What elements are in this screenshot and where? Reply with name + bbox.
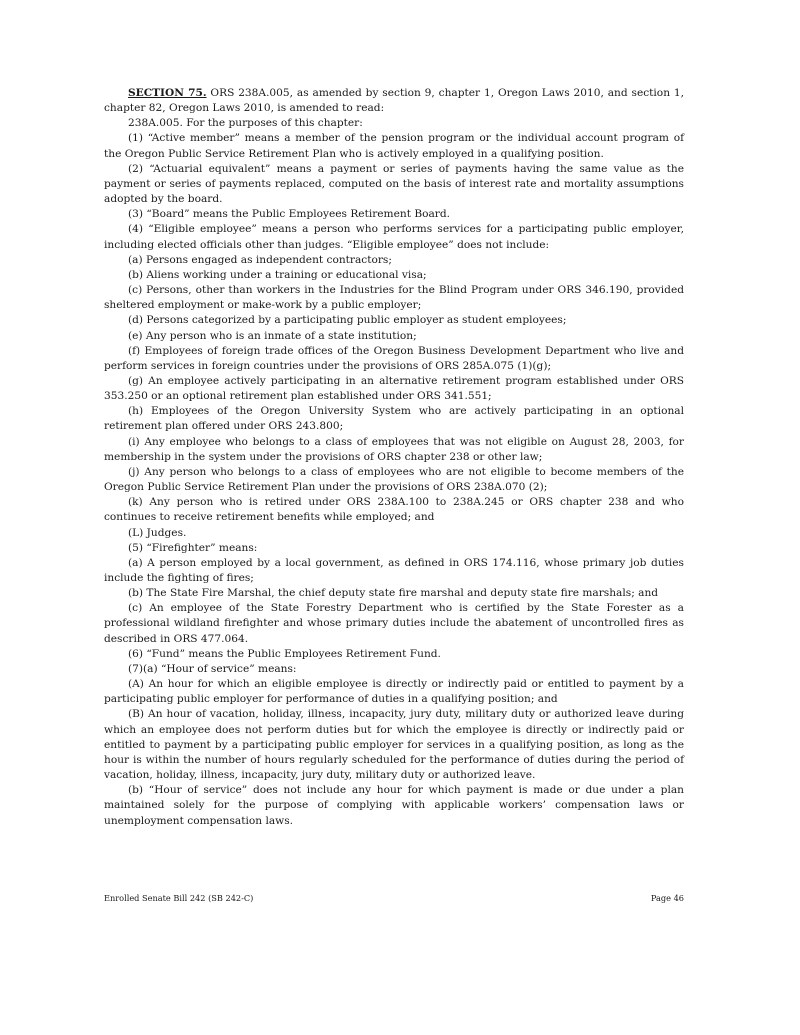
- paragraph: (a) Persons engaged as independent contractors;: [128, 253, 392, 266]
- footer-bill-name: Enrolled Senate Bill 242 (SB 242-C): [104, 893, 254, 903]
- paragraph: (3) “Board” means the Public Employees Retirement Board.: [128, 208, 451, 221]
- paragraph: (c) An employee of the State Forestry Department who is certified by the State Forester as a professional wildland firefighter and whose primary duties include the abatement of uncontrolled fires as described in ORS 477.064.: [104, 602, 684, 645]
- paragraph: (f) Employees of foreign trade offices of the Oregon Business Development Department who live and perform services in foreign countries under the provisions of ORS 285A.075 (1)(g);: [104, 344, 684, 372]
- paragraph: (c) Persons, other than workers in the Industries for the Blind Program under ORS 346.190, provided sheltered employment or make-work by a public employer;: [104, 284, 684, 312]
- paragraph: (6) “Fund” means the Public Employees Retirement Fund.: [128, 647, 441, 660]
- paragraph: (1) “Active member” means a member of the pension program or the individual account program of the Oregon Public Service Retirement Plan who is actively employed in a qualifying position.: [104, 132, 684, 160]
- section-intro-text: ORS 238A.005, as amended by section 9, chapter 1, Oregon Laws 2010, and section 1, chapter 82, Oregon Laws 2010, is amended to read:: [104, 87, 684, 115]
- paragraph: (j) Any person who belongs to a class of employees who are not eligible to become members of the Oregon Public Service Retirement Plan under the provisions of ORS 238A.070 (2);: [104, 465, 684, 494]
- paragraph: (5) “Firefighter” means:: [128, 541, 258, 554]
- paragraph: (a) A person employed by a local government, as defined in ORS 174.116, whose primary job duties include the fighting of fires;: [104, 556, 684, 584]
- paragraph: (B) An hour of vacation, holiday, illness, incapacity, jury duty, military duty or authorized leave during which an employee does not perform duties but for which the employee is directly or indirectly paid or entitled to payment by a participating public employer for services in a qualifying position, as long as the hour is within the number of hours regularly scheduled for the performance of duties during the period of vacation, holiday, illness, incapacity, jury duty, military duty or authorized leave.: [104, 708, 684, 782]
- page-footer: [104, 893, 684, 903]
- paragraph: (L) Judges.: [128, 526, 187, 539]
- paragraph: (b) “Hour of service” does not include any hour for which payment is made or due under a plan maintained solely for the purpose of complying with applicable workers’ compensation laws or unemployment compensation laws.: [104, 784, 684, 827]
- paragraph: (2) “Actuarial equivalent” means a payment or series of payments having the same value as the payment or series of payments replaced, computed on the basis of interest rate and mortality assumptions adopted by the board.: [104, 162, 684, 206]
- document-body: [104, 86, 684, 829]
- paragraph: (7)(a) “Hour of service” means:: [128, 662, 297, 675]
- section-intro: [104, 86, 684, 116]
- paragraph: (h) Employees of the Oregon University System who are actively participating in an optional retirement plan offered under ORS 243.800;: [104, 405, 684, 433]
- paragraph: 238A.005. For the purposes of this chapter:: [128, 117, 363, 130]
- paragraph: (d) Persons categorized by a participating public employer as student employees;: [128, 314, 567, 327]
- paragraph: (e) Any person who is an inmate of a state institution;: [128, 329, 417, 342]
- footer-page-number: Page 46: [650, 893, 684, 903]
- paragraph: (i) Any employee who belongs to a class of employees that was not eligible on August 28, 2003, for membership in the system under the provisions of ORS chapter 238 or other law;: [104, 435, 684, 463]
- paragraph: (k) Any person who is retired under ORS 238A.100 to 238A.245 or ORS chapter 238 and who continues to receive retirement benefits while employed; and: [104, 496, 684, 524]
- paragraph: (A) An hour for which an eligible employee is directly or indirectly paid or entitled to payment by a participating public employer for performance of duties in a qualifying position; and: [104, 678, 684, 706]
- paragraph: (g) An employee actively participating in an alternative retirement program established under ORS 353.250 or an optional retirement plan established under ORS 341.551;: [104, 374, 684, 403]
- paragraph: (4) “Eligible employee” means a person who performs services for a participating public employer, including elected officials other than judges. “Eligible employee” does not include:: [104, 223, 684, 251]
- section-heading: SECTION 75.: [128, 87, 207, 99]
- paragraph: (b) The State Fire Marshal, the chief deputy state fire marshal and deputy state fire marshals; and: [128, 587, 659, 600]
- paragraph: (b) Aliens working under a training or educational visa;: [128, 268, 427, 281]
